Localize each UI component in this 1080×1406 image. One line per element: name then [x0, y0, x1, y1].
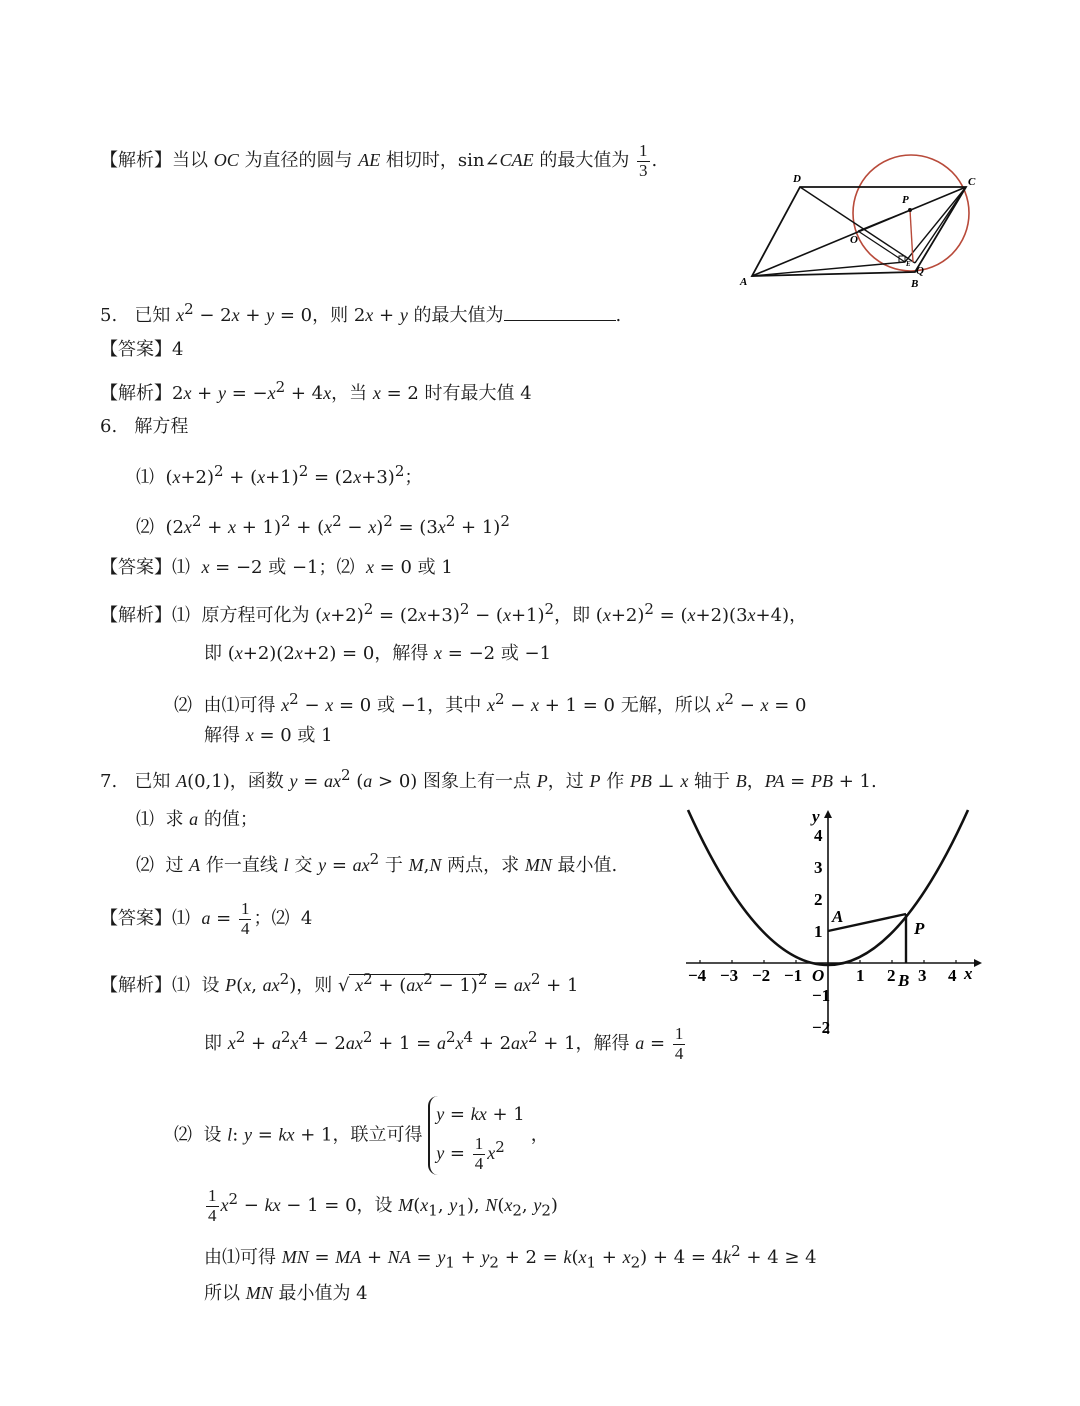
q6-part1: ⑴ $(x+2)^2 + (x+1)^2 = (2x+3)^2$； — [136, 462, 423, 488]
point-label-A: A — [832, 907, 844, 926]
segment-OP — [858, 210, 910, 231]
fraction: $\frac{1}{4}$ — [208, 1185, 217, 1225]
q7-part1: ⑴ 求 a 的值； — [136, 809, 258, 830]
q5-answer: 【答案】4 — [100, 339, 184, 360]
label-P: P — [902, 194, 909, 206]
y-tick-4: 4 — [814, 826, 823, 845]
y-tick-3: 3 — [814, 858, 823, 877]
fraction: $\frac{1}{3}$ — [639, 141, 648, 180]
geometry-figure-parallelogram — [730, 145, 990, 295]
y-axis-arrow — [824, 810, 832, 818]
label-O: O — [850, 234, 858, 246]
x-tick-neg4: −4 — [688, 966, 707, 985]
fraction: $\frac{1}{4}$ — [674, 1023, 684, 1063]
q7-solution-2a: ⑵ 设 l: y = kx + 1，联立可得 y = kx + 1 y = $\frac{1}{4}$ $x^2$ ， — [174, 1096, 549, 1175]
q4-analysis: 【解析】当以 OC 为直径的圆与 AE 相切时，sin∠CAE 的最大值为 $\frac{1}{3}$ . — [100, 141, 658, 180]
x-tick-4: 4 — [948, 966, 957, 985]
q6-solution-1b: 即 (x+2)(2x+2) = 0，解得 x = −2 或 −1 — [204, 643, 552, 664]
point-label-B: B — [898, 971, 910, 990]
q7-question: 7. 已知 A(0,1)，函数 $y = ax^2$ (a > 0) 图象上有一点 P，过 P 作 PB ⊥ x 轴于 B，PA = PB + 1. — [100, 766, 877, 792]
q7-solution-2b: $\frac{1}{4}$ $x^2$ − kx − 1 = 0，设 $M(x_1$, $y_1$), $N(x_2$, $y_2$) — [208, 1185, 558, 1225]
q5-question: 5. 已知 $x^2 - 2x + y = 0$，则 2x + y 的最大值为 . — [100, 300, 622, 326]
axis-label-y: y — [812, 807, 820, 826]
label-E: E — [906, 260, 911, 268]
x-tick-3: 3 — [918, 966, 927, 985]
label-B: B — [911, 278, 919, 290]
q6-solution-1a: 【解析】⑴ 原方程可化为 $(x+2)^2 = (2x+3)^2 - (x+1)^2$，即 $(x+2)^2 = (x+2)(3x+4)$， — [100, 600, 808, 626]
q7-solution-2c: 由⑴可得 MN = MA + NA = $y_1 + y_2 + 2 = k(x_1 + x_2) + 4 = 4k^2 + 4 \ge 4$ — [204, 1242, 817, 1272]
equation-system: y = kx + 1 y = $\frac{1}{4}$ $x^2$ — [428, 1096, 531, 1175]
x-tick-neg3: −3 — [720, 966, 739, 985]
label-Q: Q — [916, 265, 924, 277]
q6-solution-2a: ⑵ 由⑴可得 $x^2 - x = 0$ 或 −1，其中 $x^2 - x + 1 = 0$ 无解，所以 $x^2 - x = 0$ — [174, 690, 807, 716]
label-D: D — [793, 173, 801, 185]
y-tick-1: 1 — [814, 922, 823, 941]
origin-label: O — [812, 966, 825, 985]
y-tick-2: 2 — [814, 890, 823, 909]
answer-blank — [504, 302, 616, 321]
segment-DQ — [800, 187, 915, 263]
label-A: A — [740, 276, 748, 288]
x-tick-1: 1 — [856, 966, 865, 985]
q7-solution-2d: 所以 MN 最小值为 4 — [204, 1283, 368, 1304]
y-tick-neg2: −2 — [812, 1018, 831, 1037]
segment-OE — [858, 231, 905, 262]
q7-solution-1b: 即 $x^2 + a^2x^4 - 2ax^2 + 1 = a^2x^4 + 2ax^2 + 1$，解得 a = $\frac{1}{4}$ — [204, 1023, 684, 1063]
q7-part2: ⑵ 过 A 作一直线 l 交 $y = ax^2$ 于 M,N 两点，求 MN 最小值. — [136, 850, 618, 876]
y-tick-neg1: −1 — [812, 986, 831, 1005]
q6-answer: 【答案】⑴ x = −2 或 −1；⑵ x = 0 或 1 — [100, 557, 453, 578]
parabola-graph — [682, 806, 988, 1046]
x-tick-neg2: −2 — [752, 966, 771, 985]
q6-solution-2b: 解得 x = 0 或 1 — [204, 725, 333, 746]
point-P — [908, 208, 912, 212]
q5-analysis: 【解析】$2x + y = -x^2 + 4x$，当 x = 2 时有最大值 4 — [100, 378, 532, 404]
axis-label-x: x — [964, 964, 973, 983]
x-tick-neg1: −1 — [784, 966, 803, 985]
q6-question: 6. 解方程 — [100, 416, 189, 437]
q6-part2: ⑵ $(2x^2 + x + 1)^2 + (x^2 - x)^2 = (3x^2 + 1)^2$ — [136, 512, 510, 538]
x-axis-arrow — [974, 959, 982, 967]
point-label-P: P — [914, 919, 925, 938]
x-tick-2: 2 — [887, 966, 896, 985]
q7-answer: 【答案】⑴ a = $\frac{1}{4}$ ；⑵ 4 — [100, 899, 313, 938]
segment-CE — [905, 187, 966, 262]
fraction: $\frac{1}{4}$ — [240, 899, 250, 938]
label-C: C — [968, 176, 976, 188]
q7-solution-1a: 【解析】⑴ 设 P(x, $ax^2$)，则 √ $x^2 + (ax^2 - 1)^2 = ax^2 + 1$ — [100, 970, 579, 996]
